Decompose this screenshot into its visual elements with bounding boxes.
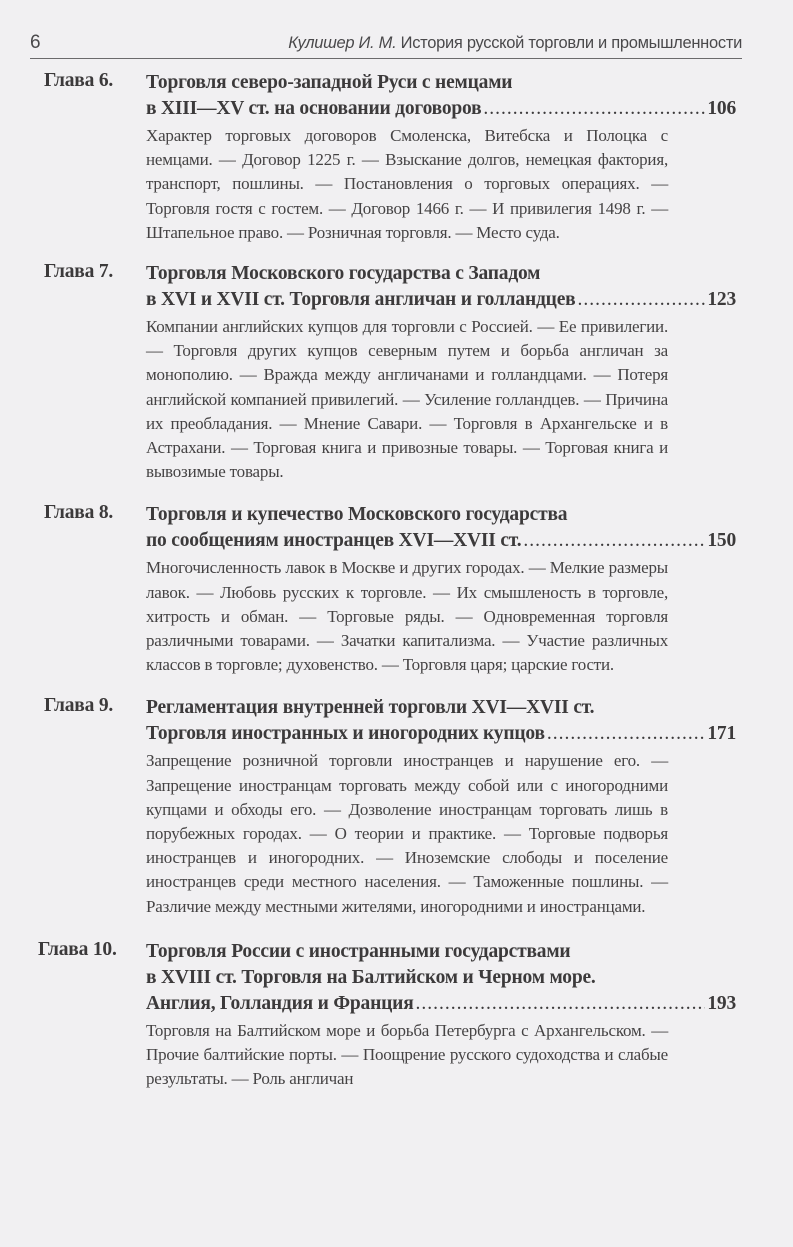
chapter-heading	[146, 695, 736, 747]
chapter-label: Глава 8.	[44, 502, 114, 524]
chapter-heading	[146, 939, 736, 1017]
heading-line: Торговля и купечество Московского государства	[146, 504, 568, 526]
page-reference[interactable]: 171	[707, 723, 736, 745]
heading-leader-line	[146, 287, 736, 313]
heading-line: Торговля иностранных и иногородних купцов	[146, 723, 545, 745]
toc-entry-chapter-6	[0, 70, 793, 245]
toc-entry-chapter-9	[0, 695, 793, 918]
heading-line: Торговля северо-западной Руси с немцами	[146, 72, 513, 93]
heading-line: Регламентация внутренней торговли XVI—XVII ст.	[146, 697, 595, 719]
table-of-contents	[0, 70, 793, 1108]
heading-leader-line	[146, 991, 736, 1017]
chapter-label: Глава 10.	[38, 938, 117, 960]
chapter-label: Глава 9.	[44, 695, 114, 717]
dot-leader	[523, 528, 705, 554]
heading-line: по сообщениям иностранцев XVI—XVII ст.	[146, 530, 522, 552]
chapter-heading	[146, 70, 736, 122]
chapter-label: Глава 6.	[44, 70, 114, 91]
heading-leader-line	[146, 528, 736, 554]
chapter-summary: Запрещение розничной торговли иностранцев и нарушение его. — Запрещение иностранцам торговать между собой или с иногородними купцами и обходы его. — Дозволение иностранцам торговать лишь в порубежных городах. — О теории и практике. — Торговые подворья иностранцев и иногородних. — Иноземские слободы и поселение иностранцев среди местного населения. — Таможенные пошлины. — Различие между местными жителями, иногородними и иностранцами.	[146, 751, 668, 916]
author-name: Кулишер И. М.	[288, 34, 397, 52]
heading-line: в XIII—XV ст. на основании договоров	[146, 98, 482, 119]
chapter-summary: Многочисленность лавок в Москве и других городах. — Мелкие размеры лавок. — Любовь русских к торговле. — Их смышленость в торговле, хитрость и обман. — Торговые ряды. — Одновременная торговля различными товарами. — Зачатки капитализма. — Участие различных классов в торговле; духовенство. — Торговля царя; царские гости.	[146, 558, 668, 675]
chapter-summary: Компании английских купцов для торговли с Россией. — Ее привилегии. — Торговля других купцов северным путем и борьба англичан за монополию. — Вражда между англичанами и голландцами. — Потеря английской компанией привилегий. — Усиление голландцев. — Причина их преобладания. — Мнение Савари. — Торговля в Архангельске и в Астрахани. — Торговая книга и привозные товары. — Торговая книга и вывозимые товары.	[146, 317, 668, 482]
page-reference[interactable]: 106	[707, 98, 736, 119]
heading-leader-line	[146, 721, 736, 747]
dot-leader	[547, 721, 706, 747]
chapter-heading	[146, 261, 736, 313]
heading-line: Англия, Голландия и Франция	[146, 992, 414, 1014]
chapter-summary: Характер торговых договоров Смоленска, Витебска и Полоцка с немцами. — Договор 1225 г. — Взыскание долгов, немецкая фактория, транспорт, пошлины. — Постановления о торговых операциях. — Торговля гостя с гостем. — Договор 1466 г. — И привилегия 1498 г. — Штапельное право. — Розничная торговля. — Место суда.	[146, 126, 668, 242]
chapter-summary: Торговля на Балтийском море и борьба Петербурга с Архангельском. — Прочие балтийские порты. — Поощрение русского судоходства и слабые результаты. — Роль англичан	[146, 1020, 668, 1089]
running-title	[288, 34, 742, 53]
heading-leader-line	[146, 96, 736, 122]
dot-leader	[577, 287, 705, 313]
page-number: 6	[30, 32, 41, 53]
heading-line: Торговля России с иностранными государствами	[146, 940, 571, 962]
running-header	[30, 28, 742, 59]
toc-entry-chapter-7	[0, 261, 793, 484]
page-reference[interactable]: 123	[707, 289, 736, 311]
heading-line: в XVI и XVII ст. Торговля англичан и голландцев	[146, 289, 576, 311]
dot-leader	[416, 991, 706, 1017]
book-title: История русской торговли и промышленности	[400, 34, 742, 52]
chapter-label: Глава 7.	[44, 261, 114, 283]
chapter-heading	[146, 502, 736, 554]
dot-leader	[483, 96, 705, 122]
page-reference[interactable]: 150	[707, 530, 736, 552]
heading-line: в XVIII ст. Торговля на Балтийском и Черном море.	[146, 966, 596, 988]
page-reference[interactable]: 193	[707, 992, 736, 1014]
toc-entry-chapter-8	[0, 502, 793, 677]
toc-entry-chapter-10	[0, 939, 793, 1092]
heading-line: Торговля Московского государства с Западом	[146, 263, 541, 285]
